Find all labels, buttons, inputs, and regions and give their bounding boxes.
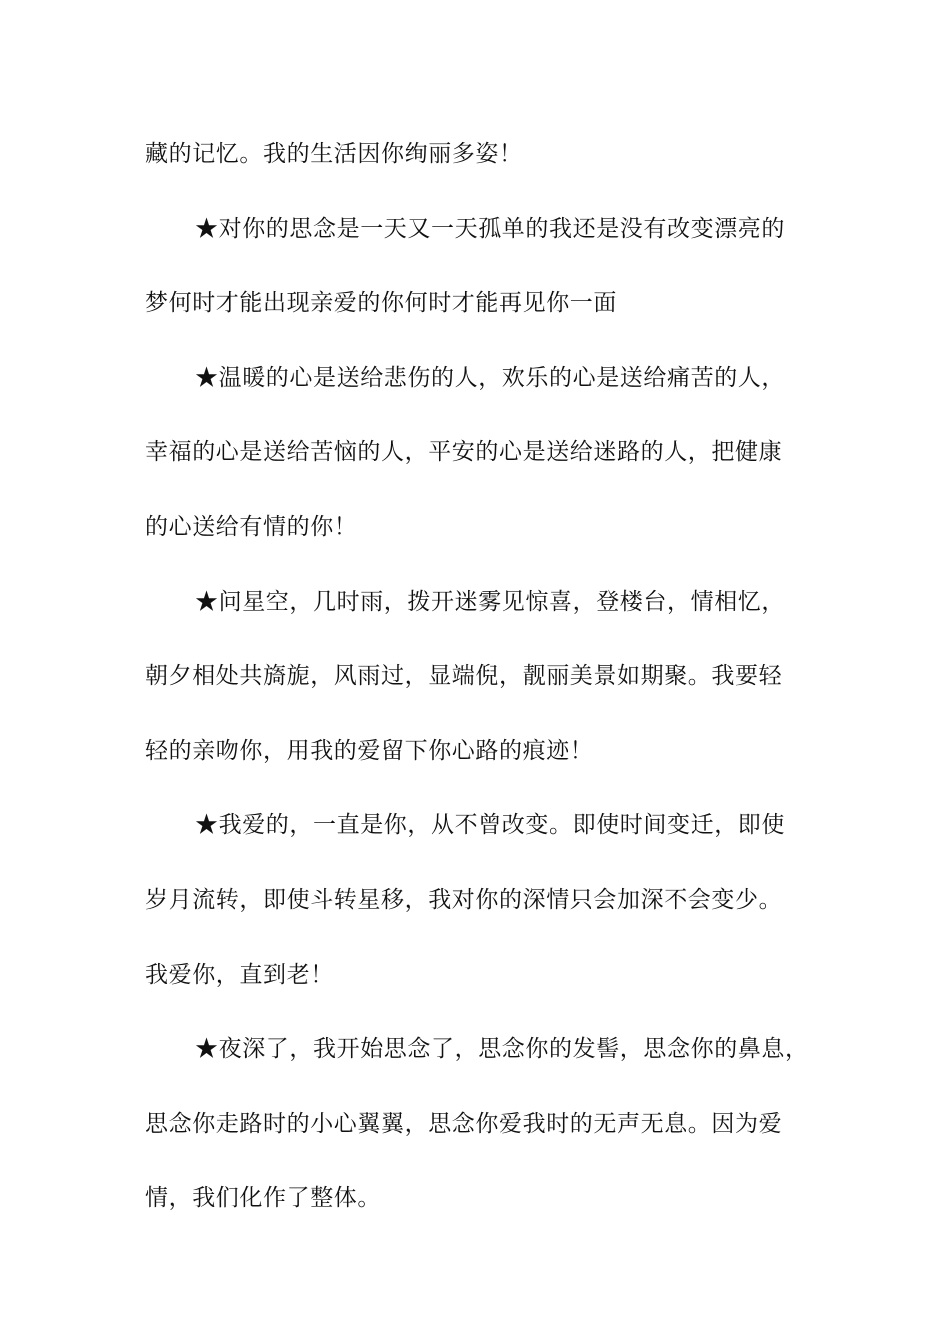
text-line: 朝夕相处共旖旎，风雨过，显端倪，靓丽美景如期聚。我要轻 — [145, 663, 783, 690]
text-line: 梦何时才能出现亲爱的你何时才能再见你一面 — [145, 290, 617, 317]
paragraph-start-line: ★温暖的心是送给悲伤的人，欢乐的心是送给痛苦的人， — [195, 364, 785, 391]
text-line: 岁月流转，即使斗转星移，我对你的深情只会加深不会变少。 — [145, 886, 783, 913]
text-line: 藏的记忆。我的生活因你绚丽多姿！ — [145, 141, 523, 167]
text-line: 幸福的心是送给苦恼的人，平安的心是送给迷路的人，把健康 — [145, 439, 783, 466]
text-line: 轻的亲吻你，用我的爱留下你心路的痕迹！ — [145, 737, 594, 764]
paragraph-start-line: ★夜深了，我开始思念了，思念你的发髻，思念你的鼻息， — [195, 1036, 809, 1063]
text-line: 的心送给有情的你！ — [145, 513, 358, 540]
paragraph-start-line: ★我爱的，一直是你，从不曾改变。即使时间变迁，即使 — [195, 812, 785, 839]
text-line: 情，我们化作了整体。 — [145, 1185, 381, 1212]
text-line: 我爱你，直到老！ — [145, 961, 334, 988]
text-column — [145, 128, 825, 1247]
paragraph-start-line: ★对你的思念是一天又一天孤单的我还是没有改变漂亮的 — [195, 215, 785, 242]
text-line: 思念你走路时的小心翼翼，思念你爱我时的无声无息。因为爱 — [145, 1110, 783, 1137]
paragraph-start-line: ★问星空，几时雨，拨开迷雾见惊喜，登楼台，情相忆， — [195, 588, 785, 615]
